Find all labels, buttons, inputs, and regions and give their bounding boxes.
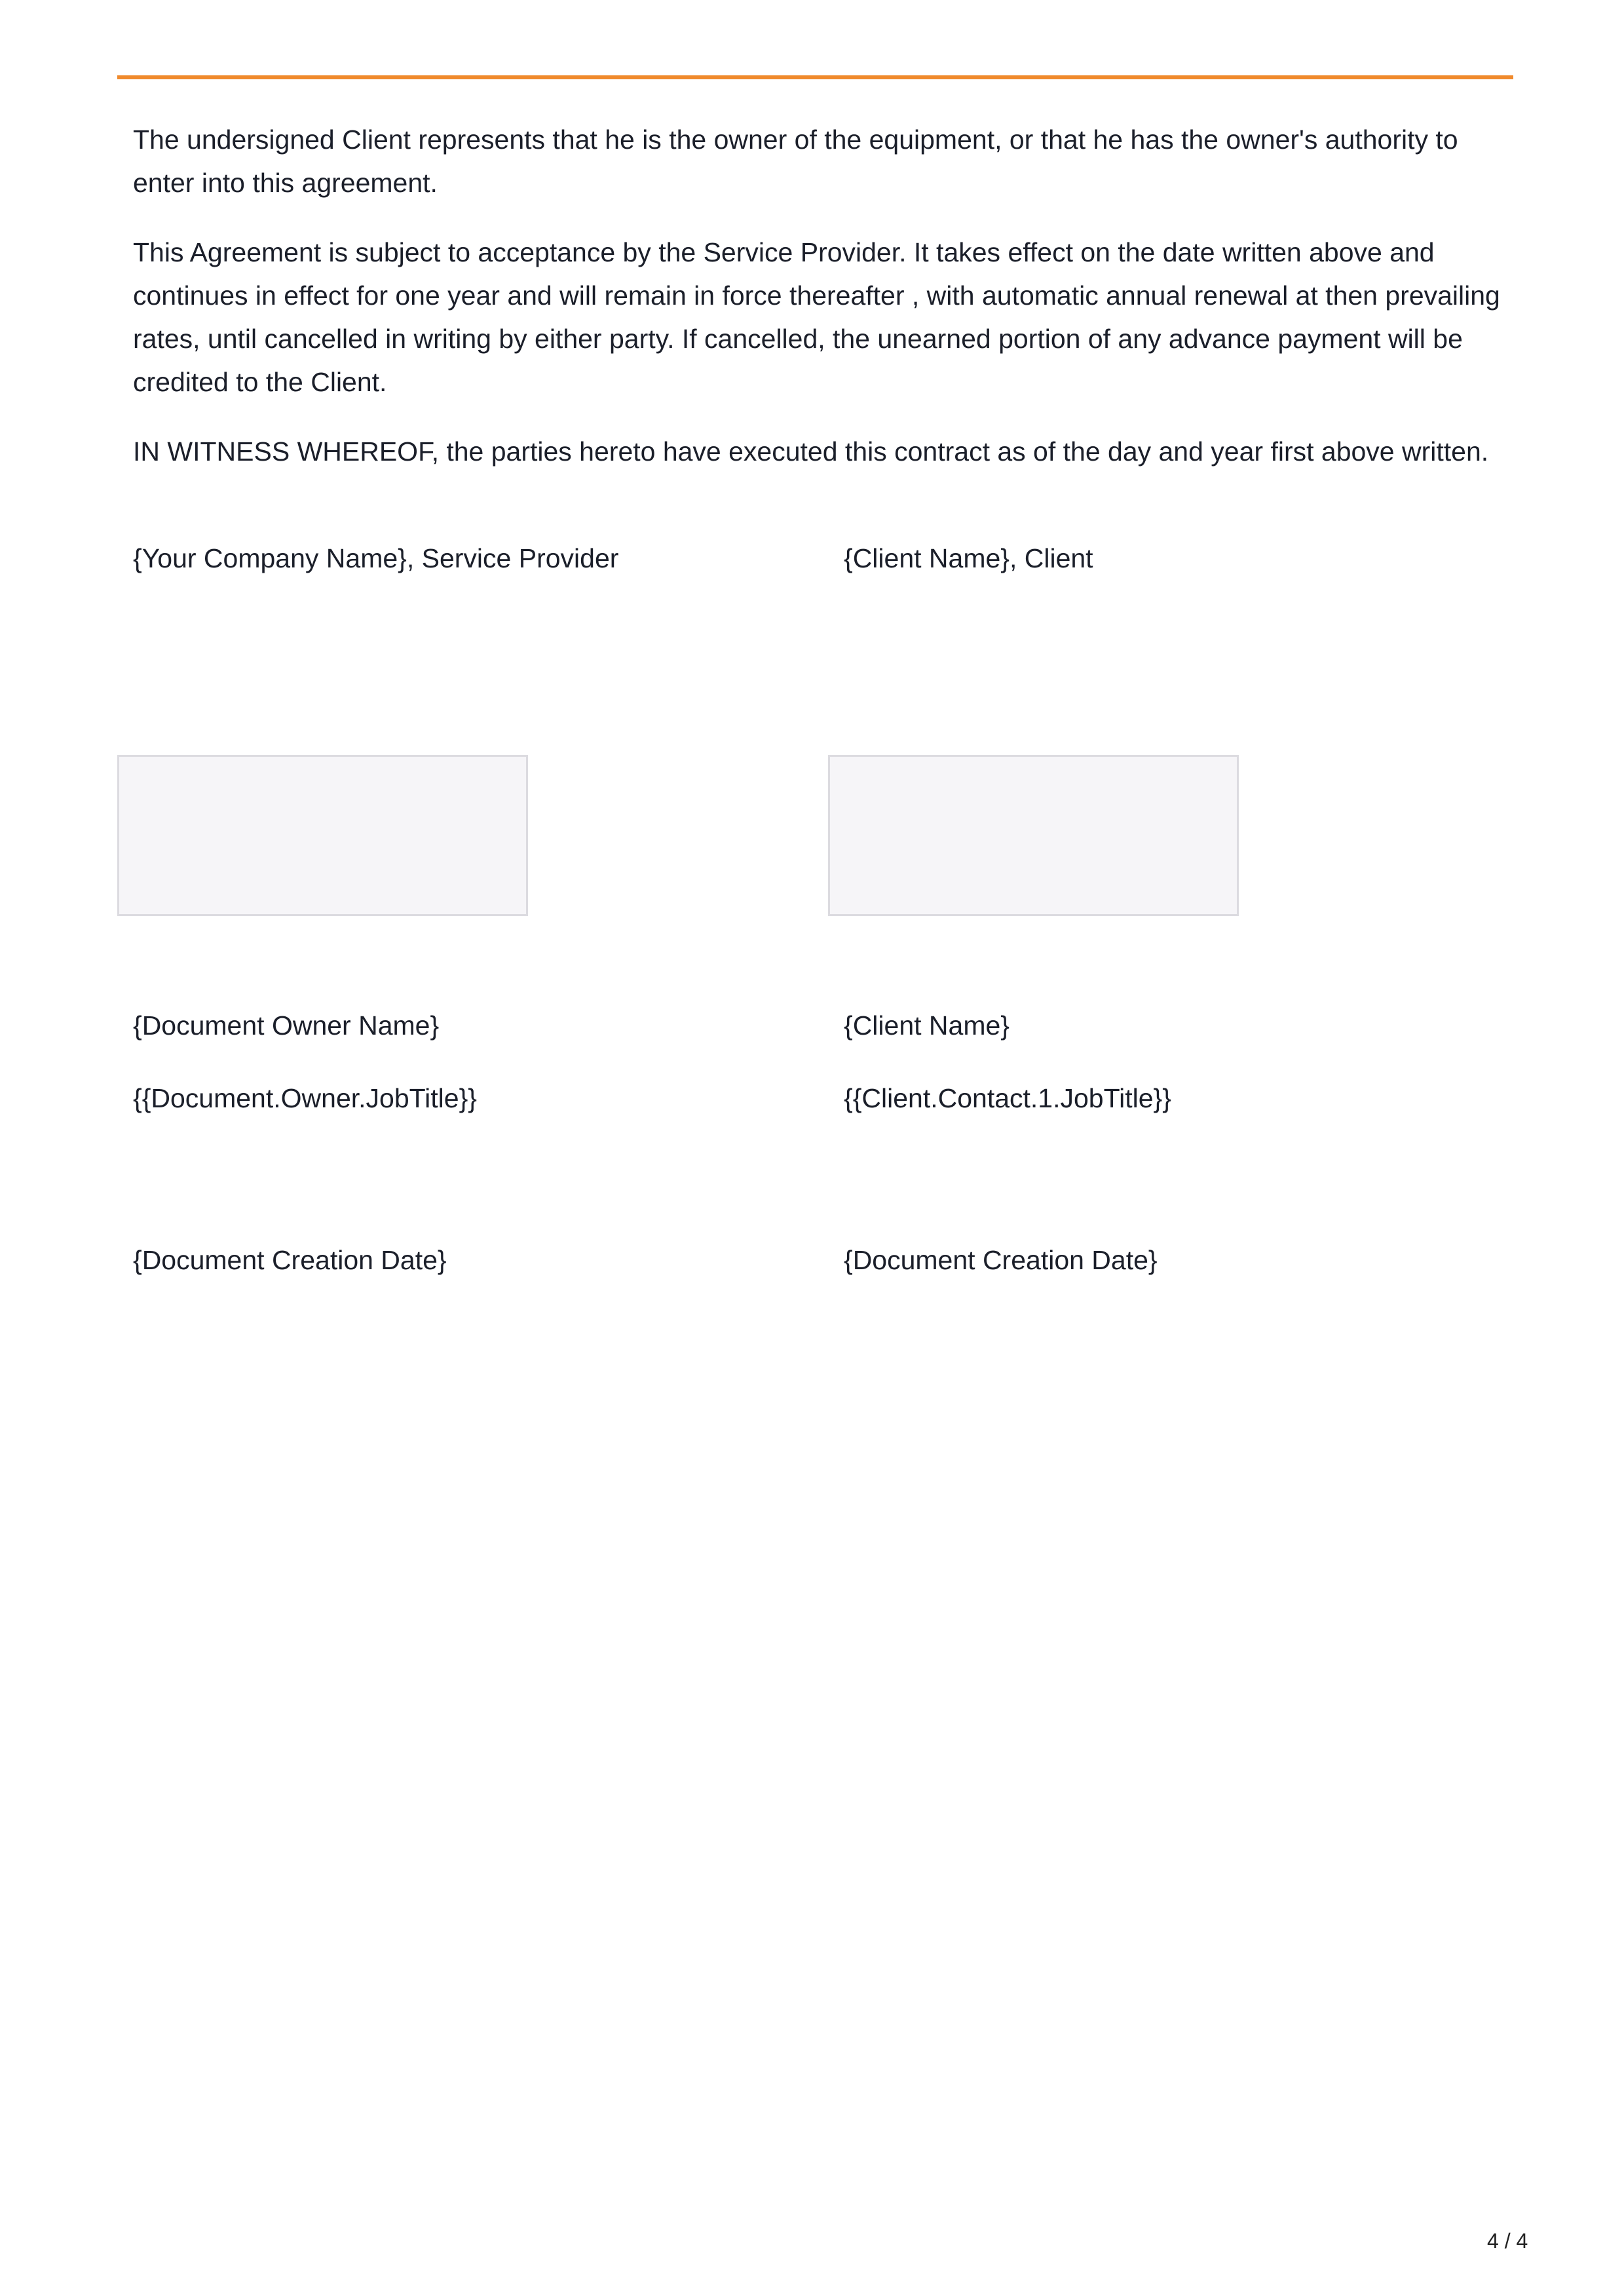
paragraph-witness: IN WITNESS WHEREOF, the parties hereto have executed this contract as of the day and year first above written. bbox=[133, 436, 1489, 467]
provider-party-label: {Your Company Name}, Service Provider bbox=[133, 543, 619, 573]
client-signature-date: {Document Creation Date} bbox=[844, 1245, 1158, 1275]
client-signature-field[interactable] bbox=[828, 755, 1239, 916]
paragraph-term: This Agreement is subject to acceptance by the Service Provider. It takes effect on the date written above and continues in effect for one year and will remain in force thereafter , with automatic annual renewal at then prevailing rates, until cancelled in writing by either party. If cancelled, the unearned portion of any advance payment will be credited to the Client. bbox=[133, 237, 1500, 397]
paragraph-ownership: The undersigned Client represents that he is the owner of the equipment, or that he has the owner's authority to enter into this agreement. bbox=[133, 124, 1458, 198]
client-party-label: {Client Name}, Client bbox=[844, 543, 1093, 573]
client-signer-title: {{Client.Contact.1.JobTitle}} bbox=[844, 1083, 1171, 1113]
provider-signer-title: {{Document.Owner.JobTitle}} bbox=[133, 1083, 477, 1113]
page-number: 4 / 4 bbox=[1487, 2229, 1528, 2253]
provider-signature-field[interactable] bbox=[117, 755, 528, 916]
provider-signature-date: {Document Creation Date} bbox=[133, 1245, 447, 1275]
provider-signer-name: {Document Owner Name} bbox=[133, 1010, 440, 1041]
client-signer-name: {Client Name} bbox=[844, 1010, 1010, 1041]
